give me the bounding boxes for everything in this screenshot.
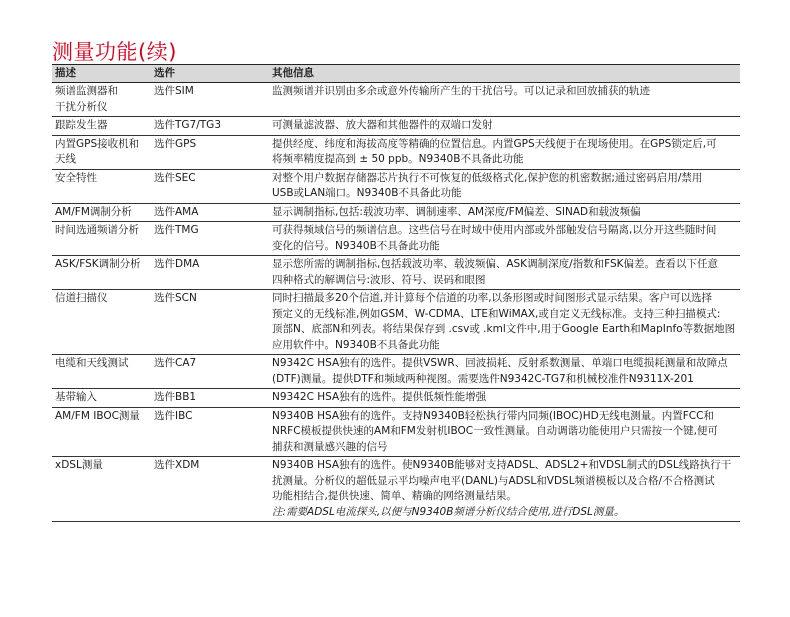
info-cell xyxy=(269,83,740,117)
feature-name-line: 内置GPS接收机和 xyxy=(55,137,140,150)
info-line: 同时扫描最多20个信道,并计算每个信道的功率,以条形图或时间图形式显示结果。客户可以选择 xyxy=(272,292,713,304)
header-description: 描述 xyxy=(52,65,151,83)
header-option: 选件 xyxy=(151,65,269,83)
info-line: 监测频谱并识别由多余或意外传输所产生的干扰信号。可以记录和回放捕获的轨迹 xyxy=(272,85,650,97)
info-line: 预定义的无线标准,例如GSM、W-CDMA、LTE和WiMAX,或自定义无线标准。支持三种扫描模式: xyxy=(272,307,721,320)
header-info: 其他信息 xyxy=(269,65,740,83)
feature-name-cell xyxy=(52,169,151,203)
info-cell xyxy=(269,169,740,203)
info-line: 显示调制指标,包括:载波功率、调制速率、AM深度/FM偏差、SINAD和载波频偏 xyxy=(272,205,641,218)
info-cell xyxy=(269,222,740,256)
feature-name-cell xyxy=(52,203,151,222)
feature-name-line: 安全特性 xyxy=(55,171,97,184)
feature-name-line: AM/FM调制分析 xyxy=(55,205,132,218)
option-code-cell: 选件DMA xyxy=(151,256,269,290)
option-code-cell: 选件IBC xyxy=(151,407,269,457)
info-line: 变化的信号。N9340B不具备此功能 xyxy=(272,239,440,252)
feature-name-cell xyxy=(52,135,151,169)
info-line: 可测量滤波器、放大器和其他器件的双端口发射 xyxy=(272,119,493,131)
info-line: 可获得频域信号的频谱信息。这些信号在时域中使用内部或外部触发信号隔离,以分开这些随时间 xyxy=(272,224,717,236)
feature-name-line: 干扰分析仪 xyxy=(55,100,108,113)
option-code-cell: 选件BB1 xyxy=(151,389,269,408)
table-row xyxy=(52,117,740,136)
table-row xyxy=(52,290,740,355)
option-code-cell: 选件SCN xyxy=(151,290,269,355)
info-cell xyxy=(269,355,740,389)
info-line: NRFC模板提供快速的AM和FM发射机IBOC一致性测量。自动调谐功能使用户只需按一个键,便可 xyxy=(272,425,718,437)
feature-name-line: 天线 xyxy=(55,153,76,165)
info-line: 捕获和测量感兴趣的信号 xyxy=(272,440,388,453)
info-line: 将频率精度提高到 ± 50 ppb。N9340B不具备此功能 xyxy=(272,153,524,165)
feature-name-line: 信道扫描仪 xyxy=(55,292,108,304)
info-note: 注:需要ADSL电流探头,以便与N9340B频谱分析仪结合使用,进行DSL测量。 xyxy=(272,505,625,518)
option-code-cell: 选件CA7 xyxy=(151,355,269,389)
info-line: 对整个用户数据存储器芯片执行不可恢复的低级格式化,保护您的机密数据;通过密码启用/禁用 xyxy=(272,171,703,184)
feature-name-line: AM/FM IBOC测量 xyxy=(55,409,140,422)
info-line: 顶部N、底部N和列表。将结果保存到 .csv或 .kml文件中,用于Google Earth和MapInfo等数据地图 xyxy=(272,323,736,335)
option-code-cell: 选件XDM xyxy=(151,457,269,522)
feature-name-cell xyxy=(52,83,151,117)
feature-name-cell xyxy=(52,290,151,355)
table-row xyxy=(52,135,740,169)
feature-name-cell xyxy=(52,457,151,522)
info-line: 扰测量。分析仪的超低显示平均噪声电平(DANL)与ADSL和VDSL频谱模板以及合格/不合格测试 xyxy=(272,474,715,487)
info-cell xyxy=(269,117,740,136)
table-row xyxy=(52,355,740,389)
info-cell xyxy=(269,389,740,408)
page-title: 测量功能(续) xyxy=(52,40,177,65)
info-cell xyxy=(269,290,740,355)
feature-name-line: 电缆和天线测试 xyxy=(55,357,129,369)
option-code-cell: 选件SIM xyxy=(151,83,269,117)
info-line: 提供经度、纬度和海拔高度等精确的位置信息。内置GPS天线便于在现场使用。在GPS锁定后,可 xyxy=(272,137,717,150)
info-line: N9342C HSA独有的选件。提供低频性能增强 xyxy=(272,391,487,403)
feature-name-cell xyxy=(52,117,151,136)
feature-name-line: 基带输入 xyxy=(55,391,97,403)
info-line: 功能相结合,提供快速、简单、精确的网络测量结果。 xyxy=(272,490,517,502)
table-row xyxy=(52,256,740,290)
option-code-cell: 选件SEC xyxy=(151,169,269,203)
feature-name-line: 跟踪发生器 xyxy=(55,119,108,131)
option-code-cell: 选件TG7/TG3 xyxy=(151,117,269,136)
feature-name-line: 频谱监测器和 xyxy=(55,85,118,97)
option-code-cell: 选件GPS xyxy=(151,135,269,169)
info-line: 应用软件中。N9340B不具备此功能 xyxy=(272,338,440,351)
info-line: N9340B HSA独有的选件。使N9340B能够对支持ADSL、ADSL2+和VDSL制式的DSL线路执行干 xyxy=(272,459,732,471)
info-cell xyxy=(269,135,740,169)
feature-name-cell xyxy=(52,407,151,457)
info-line: (DTF)测量。提供DTF和频域两种视图。需要选件N9342C-TG7和机械校准件N9311X-201 xyxy=(272,372,694,385)
info-cell xyxy=(269,407,740,457)
info-cell xyxy=(269,256,740,290)
feature-name-line: 时间选通频谱分析 xyxy=(55,224,139,236)
info-line: 显示您所需的调制指标,包括载波功率、载波频偏、ASK调制深度/指数和FSK偏差。查看以下任意 xyxy=(272,258,719,270)
info-cell xyxy=(269,457,740,522)
table-row xyxy=(52,169,740,203)
feature-name-cell xyxy=(52,389,151,408)
table-row xyxy=(52,222,740,256)
info-line: 四种格式的解调信号:波形、符号、误码和眼图 xyxy=(272,273,486,286)
feature-name-cell xyxy=(52,256,151,290)
table-row xyxy=(52,203,740,222)
option-code-cell: 选件TMG xyxy=(151,222,269,256)
option-code-cell: 选件AMA xyxy=(151,203,269,222)
options-table xyxy=(52,64,740,522)
feature-name-cell xyxy=(52,355,151,389)
info-cell xyxy=(269,203,740,222)
feature-name-cell xyxy=(52,222,151,256)
feature-name-line: ASK/FSK调制分析 xyxy=(55,258,141,270)
info-line: N9342C HSA独有的选件。提供VSWR、回波损耗、反射系数测量、单端口电缆损耗测量和故障点 xyxy=(272,357,728,369)
table-row xyxy=(52,389,740,408)
table-header-row xyxy=(52,65,740,83)
table-row xyxy=(52,83,740,117)
info-line: USB或LAN端口。N9340B不具备此功能 xyxy=(272,187,462,199)
table-row xyxy=(52,407,740,457)
feature-name-line: xDSL测量 xyxy=(55,459,103,471)
table-row xyxy=(52,457,740,522)
info-line: N9340B HSA独有的选件。支持N9340B轻松执行带内同频(IBOC)HD无线电测量。内置FCC和 xyxy=(272,409,714,422)
